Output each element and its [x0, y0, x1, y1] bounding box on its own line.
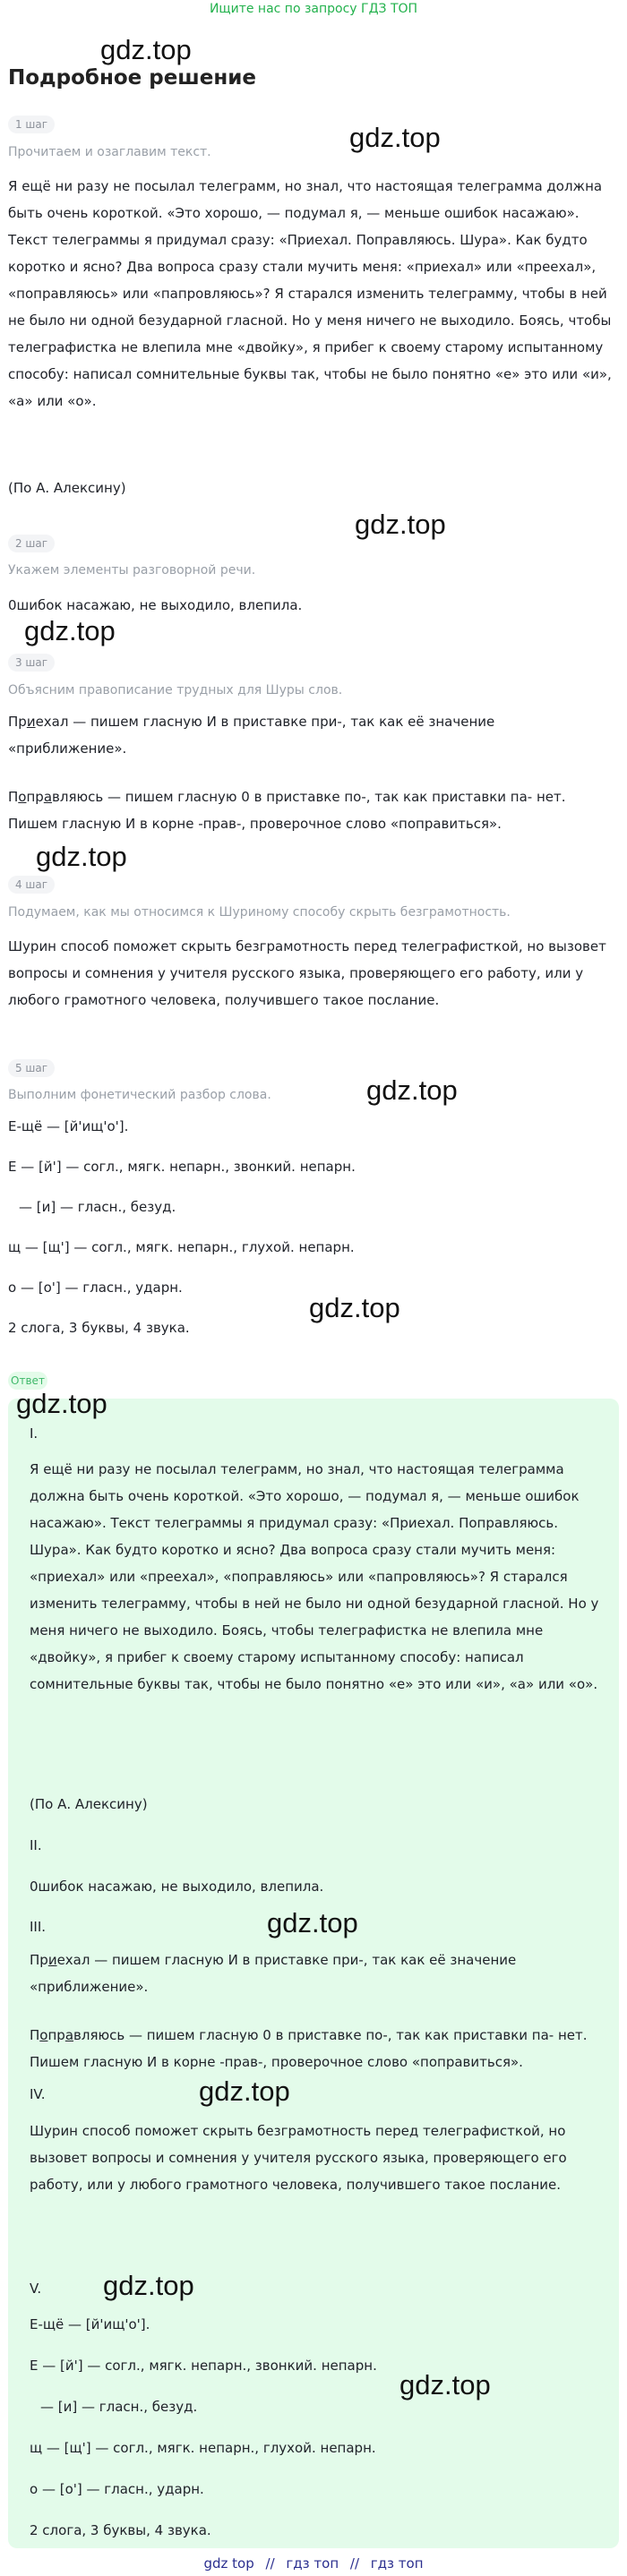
brand-watermark: gdz.top [24, 615, 116, 646]
step-badge: 3 шаг [8, 654, 55, 672]
answer-text: Поправляюсь — пишем гласную 0 в приставке по-, так как приставки па- нет. Пишем гласную И в корне -прав-, проверочное слово «поправиться». [30, 2027, 588, 2070]
brand-watermark: gdz.top [309, 1292, 400, 1323]
analysis-line: 2 слога, 3 буквы, 4 звука. [8, 1320, 190, 1336]
answer-text: Шурин способ поможет скрыть безграмотность перед телеграфисткой, но вызовет вопросы и сомнения у учителя русского языка, проверяющего его работу, или у любого грамотного человека, получившего такое послание. [30, 2123, 567, 2193]
brand-watermark: gdz.top [366, 1074, 458, 1106]
brand-watermark: gdz.top [36, 841, 127, 872]
analysis-line: щ — [щ'] — согл., мягк. непарн., глухой. непарн. [30, 2440, 376, 2456]
analysis-line: Е — [й'] — согл., мягк. непарн., звонкий. непарн. [8, 1159, 356, 1175]
answer-section-number: III. [30, 1919, 47, 1935]
top-banner[interactable]: Ищите нас по запросу ГДЗ ТОП [209, 2, 418, 16]
step-badge: 5 шаг [8, 1059, 55, 1077]
answer-badge: Ответ [8, 1372, 47, 1390]
step-text: Я ещё ни разу не посылал телеграмм, но знал, что настоящая телеграмма должна быть очень короткой. «Это хорошо, — подумал я, — меньше ошибок насажаю». Текст телеграммы я придумал сразу: «Приехал. Поправляюсь. Шура». Как будто коротко и ясно? Два вопроса сразу стали мучить меня: «приехал» или «преехал», «поправляюсь» или «папровляюсь»? Я старался изменить телеграмму, чтобы в ней не было ни одной безударной гласной. Но у меня ничего не выходило. Боясь, чтобы телеграфистка не влепила мне «двойку», я прибег к своему старому испытанному способу: написал сомнительные буквы так, чтобы не было понятно «е» это или «и», «а» или «о». [8, 178, 612, 409]
step-hint: Объясним правописание трудных для Шуры слов. [8, 683, 343, 697]
author-note: (По А. Алексину) [30, 1796, 148, 1812]
step-hint: Прочитаем и озаглавим текст. [8, 145, 211, 159]
brand-watermark: gdz.top [399, 2369, 491, 2401]
analysis-line: щ — [щ'] — согл., мягк. непарн., глухой. непарн. [8, 1239, 355, 1255]
answer-text: 0шибок насажаю, не выходило, влепила. [30, 1879, 324, 1895]
answer-text: Я ещё ни разу не посылал телеграмм, но знал, что настоящая телеграмма должна быть очень короткой. «Это хорошо, — подумал я, — меньше ошибок насажаю». Текст телеграммы я придумал сразу: «Приехал. Поправляюсь. Шура». Как будто коротко и ясно? Два вопроса сразу стали мучить меня: «приехал» или «преехал», «поправляюсь» или «папровляюсь»? Я старался изменить телеграмму, чтобы в ней не было ни одной безударной гласной. Но у меня ничего не выходило. Боясь, чтобы телеграфистка не влепила мне «двойку», я прибег к своему старому испытанному способу: написал сомнительные буквы так, чтобы не было понятно «е» это или «и», «а» или «о». [30, 1461, 599, 1692]
brand-watermark: gdz.top [103, 2270, 194, 2301]
step-badge: 2 шаг [8, 535, 55, 552]
answer-section-number: V. [30, 2281, 42, 2297]
step-hint: Подумаем, как мы относимся к Шуриному способу скрыть безграмотность. [8, 905, 511, 920]
brand-watermark: gdz.top [199, 2075, 290, 2107]
analysis-line: — [и] — гласн., безуд. [19, 1199, 176, 1215]
brand-watermark: gdz.top [349, 122, 441, 153]
page-title: Подробное решение [8, 66, 256, 90]
brand-watermark: gdz.top [16, 1388, 107, 1419]
step-text: Шурин способ поможет скрыть безграмотность перед телеграфисткой, но вызовет вопросы и сомнения у учителя русского языка, проверяющего его работу, или у любого грамотного человека, получившего такое послание. [8, 938, 606, 1008]
step-hint: Укажем элементы разговорной речи. [8, 563, 256, 578]
analysis-line: Е-щё — [й'ищ'о']. [8, 1118, 129, 1134]
analysis-line: Е — [й'] — согл., мягк. непарн., звонкий. непарн. [30, 2358, 377, 2374]
step-text: Поправляюсь — пишем гласную 0 в приставке по-, так как приставки па- нет. Пишем гласную И в корне -прав-, проверочное слово «поправиться». [8, 789, 566, 832]
step-hint: Выполним фонетический разбор слова. [8, 1088, 271, 1102]
answer-text: Приехал — пишем гласную И в приставке при-, так как её значение «приближение». [30, 1952, 517, 1995]
analysis-line: о — [о'] — гласн., ударн. [8, 1279, 183, 1296]
step-badge: 1 шаг [8, 116, 55, 133]
footer-separator: // [349, 2555, 360, 2572]
footer-link[interactable]: гдз топ [370, 2555, 424, 2572]
author-note: (По А. Алексину) [8, 480, 126, 496]
analysis-line: — [и] — гласн., безуд. [40, 2399, 198, 2415]
footer [0, 2551, 627, 2576]
analysis-line: 2 слога, 3 буквы, 4 звука. [30, 2522, 211, 2538]
answer-section-number: IV. [30, 2086, 46, 2102]
brand-watermark: gdz.top [355, 509, 446, 540]
footer-link[interactable]: gdz top [203, 2555, 254, 2572]
footer-link[interactable]: гдз топ [286, 2555, 339, 2572]
brand-watermark: gdz.top [267, 1907, 358, 1938]
step-text: Приехал — пишем гласную И в приставке при-, так как её значение «приближение». [8, 714, 495, 757]
step-badge: 4 шаг [8, 876, 55, 894]
analysis-line: о — [о'] — гласн., ударн. [30, 2481, 204, 2497]
analysis-line: Е-щё — [й'ищ'о']. [30, 2316, 150, 2332]
answer-section-number: I. [30, 1425, 39, 1442]
brand-watermark: gdz.top [100, 34, 192, 65]
step-text: 0шибок насажаю, не выходило, влепила. [8, 597, 303, 613]
answer-section-number: II. [30, 1837, 42, 1853]
footer-separator: // [265, 2555, 275, 2572]
